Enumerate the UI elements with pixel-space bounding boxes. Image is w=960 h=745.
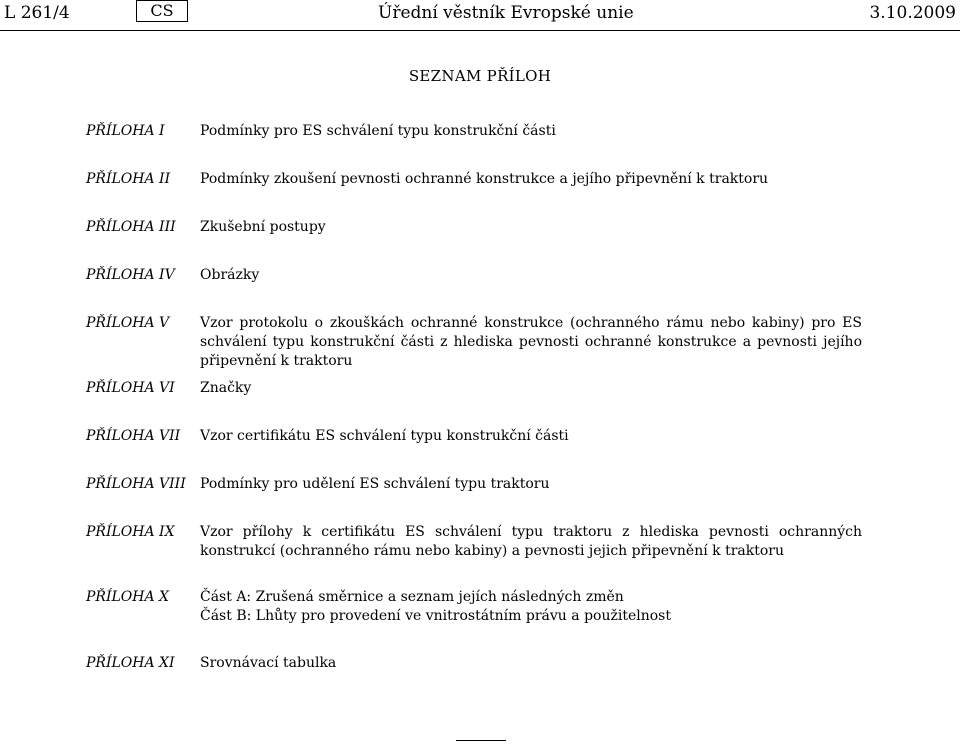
page-header (0, 0, 960, 32)
annex-description (200, 379, 862, 398)
annex-label: PŘÍLOHA IX (86, 524, 175, 540)
annex-list-title: SEZNAM PŘÍLOH (408, 67, 552, 85)
annex-description-line: Podmínky pro udělení ES schválení typu traktoru (200, 476, 550, 492)
journal-title: Úřední věstník Evropské unie (378, 3, 634, 23)
annex-label: PŘÍLOHA XI (86, 655, 175, 671)
annex-description (200, 475, 862, 494)
annex-description (200, 523, 862, 561)
annex-description (200, 122, 862, 141)
annex-description-line: Podmínky zkoušení pevnosti ochranné konstrukce a jejího připevnění k traktoru (200, 171, 769, 187)
annex-label: PŘÍLOHA VIII (86, 476, 186, 492)
annex-label: PŘÍLOHA IV (86, 267, 175, 283)
annex-label: PŘÍLOHA III (86, 219, 176, 235)
annex-description (200, 427, 862, 446)
annex-description (200, 170, 862, 189)
annex-description (200, 654, 862, 673)
annex-description-line: Část B: Lhůty pro provedení ve vnitrostátním právu a použitelnost (200, 608, 671, 624)
annex-description (200, 218, 862, 237)
page-number: L 261/4 (4, 3, 70, 23)
footer-rule (456, 740, 506, 741)
annex-description (200, 314, 862, 371)
annex-label: PŘÍLOHA VI (86, 380, 175, 396)
annex-description-line: Zkušební postupy (200, 219, 326, 235)
annex-description (200, 266, 862, 285)
annex-description-line: Podmínky pro ES schválení typu konstrukční části (200, 123, 556, 139)
annex-description-line: Značky (200, 380, 252, 396)
annex-description-line: Část A: Zrušená směrnice a seznam jejích následných změn (200, 589, 624, 605)
language-code-box: CS (136, 0, 188, 22)
annex-description-line: Srovnávací tabulka (200, 655, 337, 671)
annex-label: PŘÍLOHA VII (86, 428, 181, 444)
annex-description-line: Vzor certifikátu ES schválení typu konstrukční části (200, 428, 569, 444)
annex-description-line: Vzor protokolu o zkouškách ochranné konstrukce (ochranného rámu nebo kabiny) pro ES schválení typu konstrukční části z hlediska pevnosti ochranné konstrukce a pevnosti jejího připevnění k traktoru (200, 315, 862, 369)
annex-label: PŘÍLOHA X (86, 589, 170, 605)
annex-label: PŘÍLOHA I (86, 123, 165, 139)
header-divider (0, 30, 960, 31)
annex-description-line: Vzor přílohy k certifikátu ES schválení typu traktoru z hlediska pevnosti ochranných konstrukcí (ochranného rámu nebo kabiny) a pevnosti jejich připevnění k traktoru (200, 524, 862, 559)
annex-label: PŘÍLOHA V (86, 315, 170, 331)
annex-description-line: Obrázky (200, 267, 260, 283)
publication-date: 3.10.2009 (869, 3, 956, 23)
annex-label: PŘÍLOHA II (86, 171, 171, 187)
annex-description (200, 588, 862, 626)
